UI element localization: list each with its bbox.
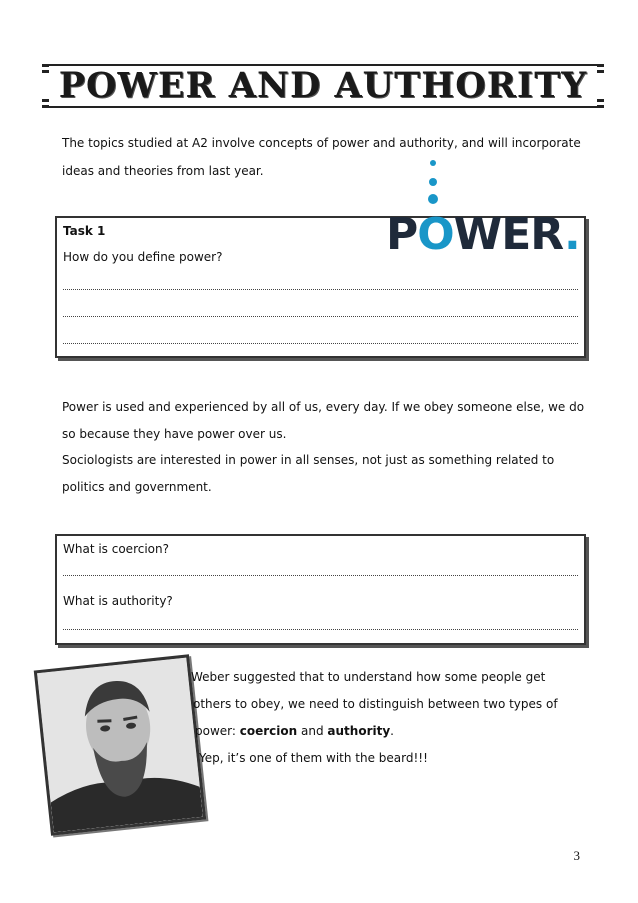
answer-line[interactable] xyxy=(63,342,578,344)
logo-dot xyxy=(428,194,438,204)
body-line-3: Sociologists are interested in power in all senses, not just as something related to xyxy=(62,453,555,467)
weber-and: and xyxy=(297,724,328,738)
weber-period: . xyxy=(390,724,394,738)
title-banner xyxy=(42,60,604,112)
weber-line-2: others to obey, we need to distinguish between two types of xyxy=(193,697,558,711)
task-heading: Task 1 xyxy=(63,224,106,238)
answer-line[interactable] xyxy=(63,315,578,317)
weber-line-3-text: power: xyxy=(195,724,240,738)
logo-period: . xyxy=(563,209,580,260)
body-line-2: so because they have power over us. xyxy=(62,427,287,441)
questions-box xyxy=(55,534,586,645)
page-title: POWER AND AUTHORITY xyxy=(49,66,597,106)
question-authority: What is authority? xyxy=(63,594,173,608)
intro-line-1: The topics studied at A2 involve concepts of power and authority, and will incorporate xyxy=(62,136,581,150)
question-coercion: What is coercion? xyxy=(63,542,169,556)
answer-line[interactable] xyxy=(63,288,578,290)
logo-letter-o: O xyxy=(417,209,454,260)
body-line-1: Power is used and experienced by all of us, every day. If we obey someone else, we do xyxy=(62,400,585,414)
body-line-4: politics and government. xyxy=(62,480,212,494)
answer-line[interactable] xyxy=(63,628,578,630)
logo-word xyxy=(386,210,580,260)
task-question: How do you define power? xyxy=(63,250,223,264)
logo-letter-p: P xyxy=(386,209,418,260)
weber-line-1: Weber suggested that to understand how some people get xyxy=(191,670,546,684)
weber-line-4: Yep, it’s one of them with the beard!!! xyxy=(199,751,428,765)
weber-portrait xyxy=(34,654,206,835)
page-number: 3 xyxy=(573,848,580,863)
answer-line[interactable] xyxy=(63,574,578,576)
term-coercion: coercion xyxy=(239,724,298,738)
logo-dot xyxy=(429,178,437,186)
logo-letters-wer: WER xyxy=(453,209,564,260)
term-authority: authority xyxy=(327,724,391,738)
power-logo xyxy=(386,160,580,260)
weber-line-3 xyxy=(195,717,394,745)
logo-dot xyxy=(430,160,436,166)
intro-line-2: ideas and theories from last year. xyxy=(62,164,264,178)
